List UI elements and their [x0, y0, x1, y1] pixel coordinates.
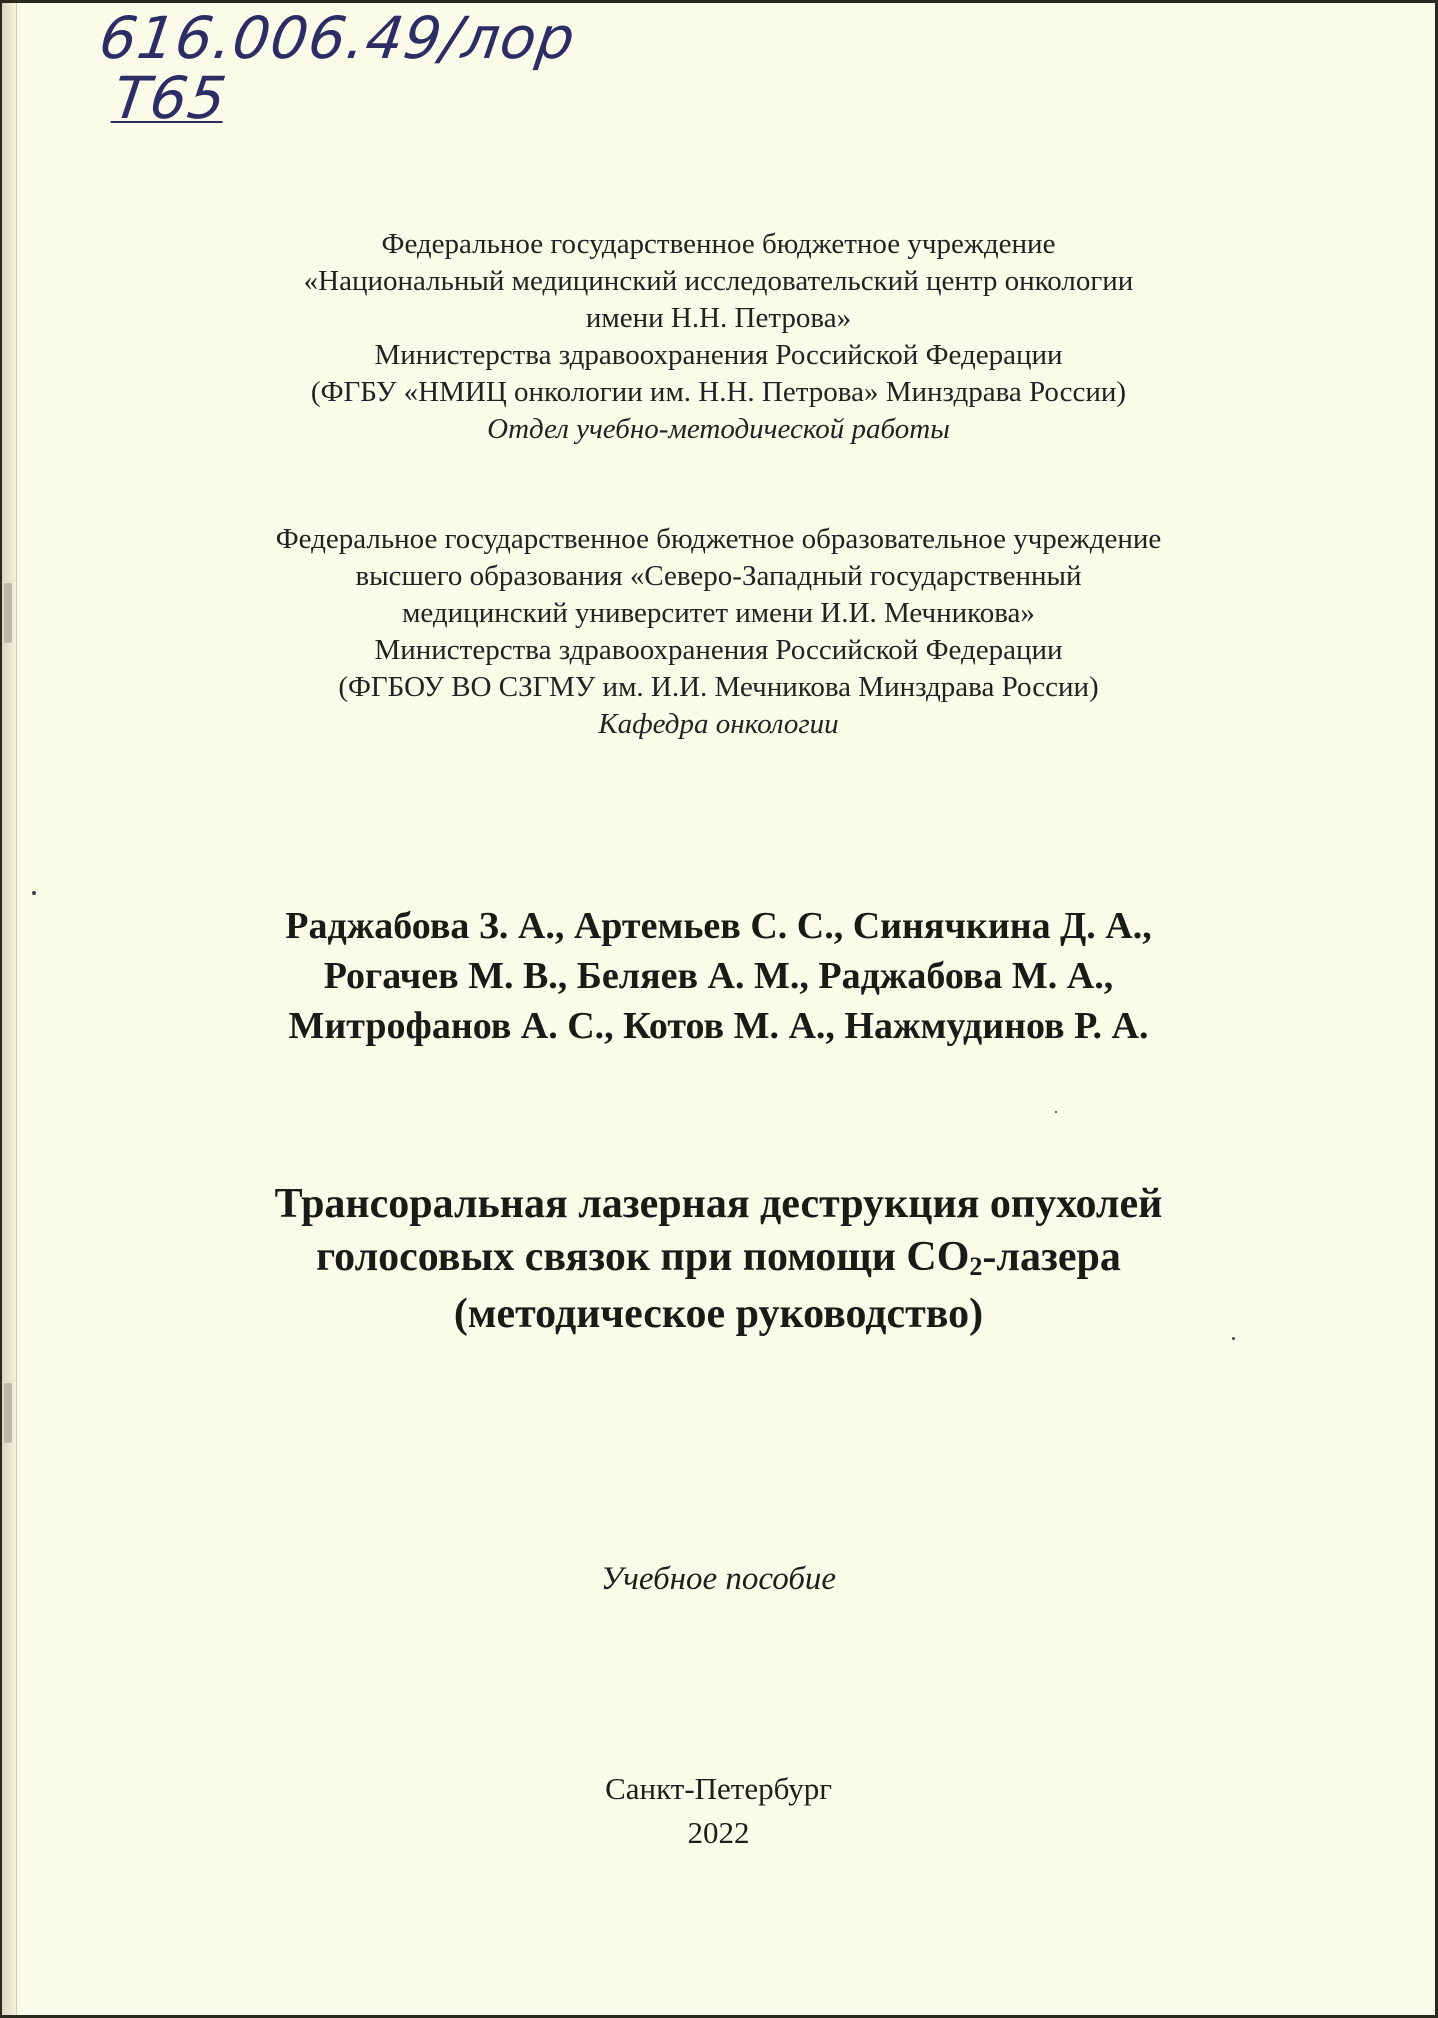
scan-speck [32, 891, 36, 895]
scan-speck [1055, 1111, 1057, 1113]
title-line: Трансоральная лазерная деструкция опухолей [274, 1181, 1163, 1227]
authors-line: Раджабова З. А., Артемьев С. С., Синячкина Д. А., [285, 905, 1152, 947]
imprint [2, 1767, 1435, 1855]
handwritten-shelf-mark [95, 4, 580, 132]
authors-list [2, 901, 1435, 1051]
institution-line: высшего образования «Северо-Западный государственный [355, 560, 1082, 592]
authors-line: Рогачев М. В., Беляев А. М., Раджабова М. А., [323, 955, 1114, 997]
document-title [2, 1178, 1435, 1341]
institution-block-2 [2, 521, 1435, 743]
institution-line: (ФГБУ «НМИЦ онкологии им. Н.Н. Петрова» Минздрава России) [310, 376, 1127, 408]
scan-speck [1232, 1337, 1235, 1340]
institution-line: Министерства здравоохранения Российской Федерации [374, 339, 1063, 371]
publication-type: Учебное пособие [600, 1561, 837, 1597]
institution-line: медицинский университет имени И.И. Мечникова» [402, 597, 1035, 629]
institution-line: (ФГБОУ ВО СЗГМУ им. И.И. Мечникова Минздрава России) [338, 671, 1099, 703]
institution-block-1 [2, 226, 1435, 448]
authors-line: Митрофанов А. С., Котов М. А., Нажмудинов Р. А. [288, 1005, 1149, 1047]
institution-line: имени Н.Н. Петрова» [585, 302, 852, 334]
institution-line: Федеральное государственное бюджетное образовательное учреждение [275, 523, 1162, 555]
classification-code: 616.006.49/лор [95, 4, 580, 72]
institution-line: «Национальный медицинский исследовательский центр онкологии [303, 265, 1134, 297]
department-name: Отдел учебно-методической работы [487, 413, 950, 445]
institution-line: Министерства здравоохранения Российской Федерации [374, 634, 1063, 666]
subscript: 2 [969, 1252, 983, 1281]
binding-staple-mark [4, 1383, 12, 1443]
title-line: (методическое руководство) [453, 1291, 984, 1337]
author-code: Т65 [109, 64, 232, 132]
department-name: Кафедра онкологии [598, 708, 839, 740]
imprint-year: 2022 [687, 1815, 750, 1850]
imprint-city: Санкт-Петербург [605, 1771, 832, 1806]
title-line: голосовых связок при помощи $CO_2$-лазера [316, 1234, 1121, 1281]
institution-line: Федеральное государственное бюджетное учреждение [381, 228, 1056, 260]
